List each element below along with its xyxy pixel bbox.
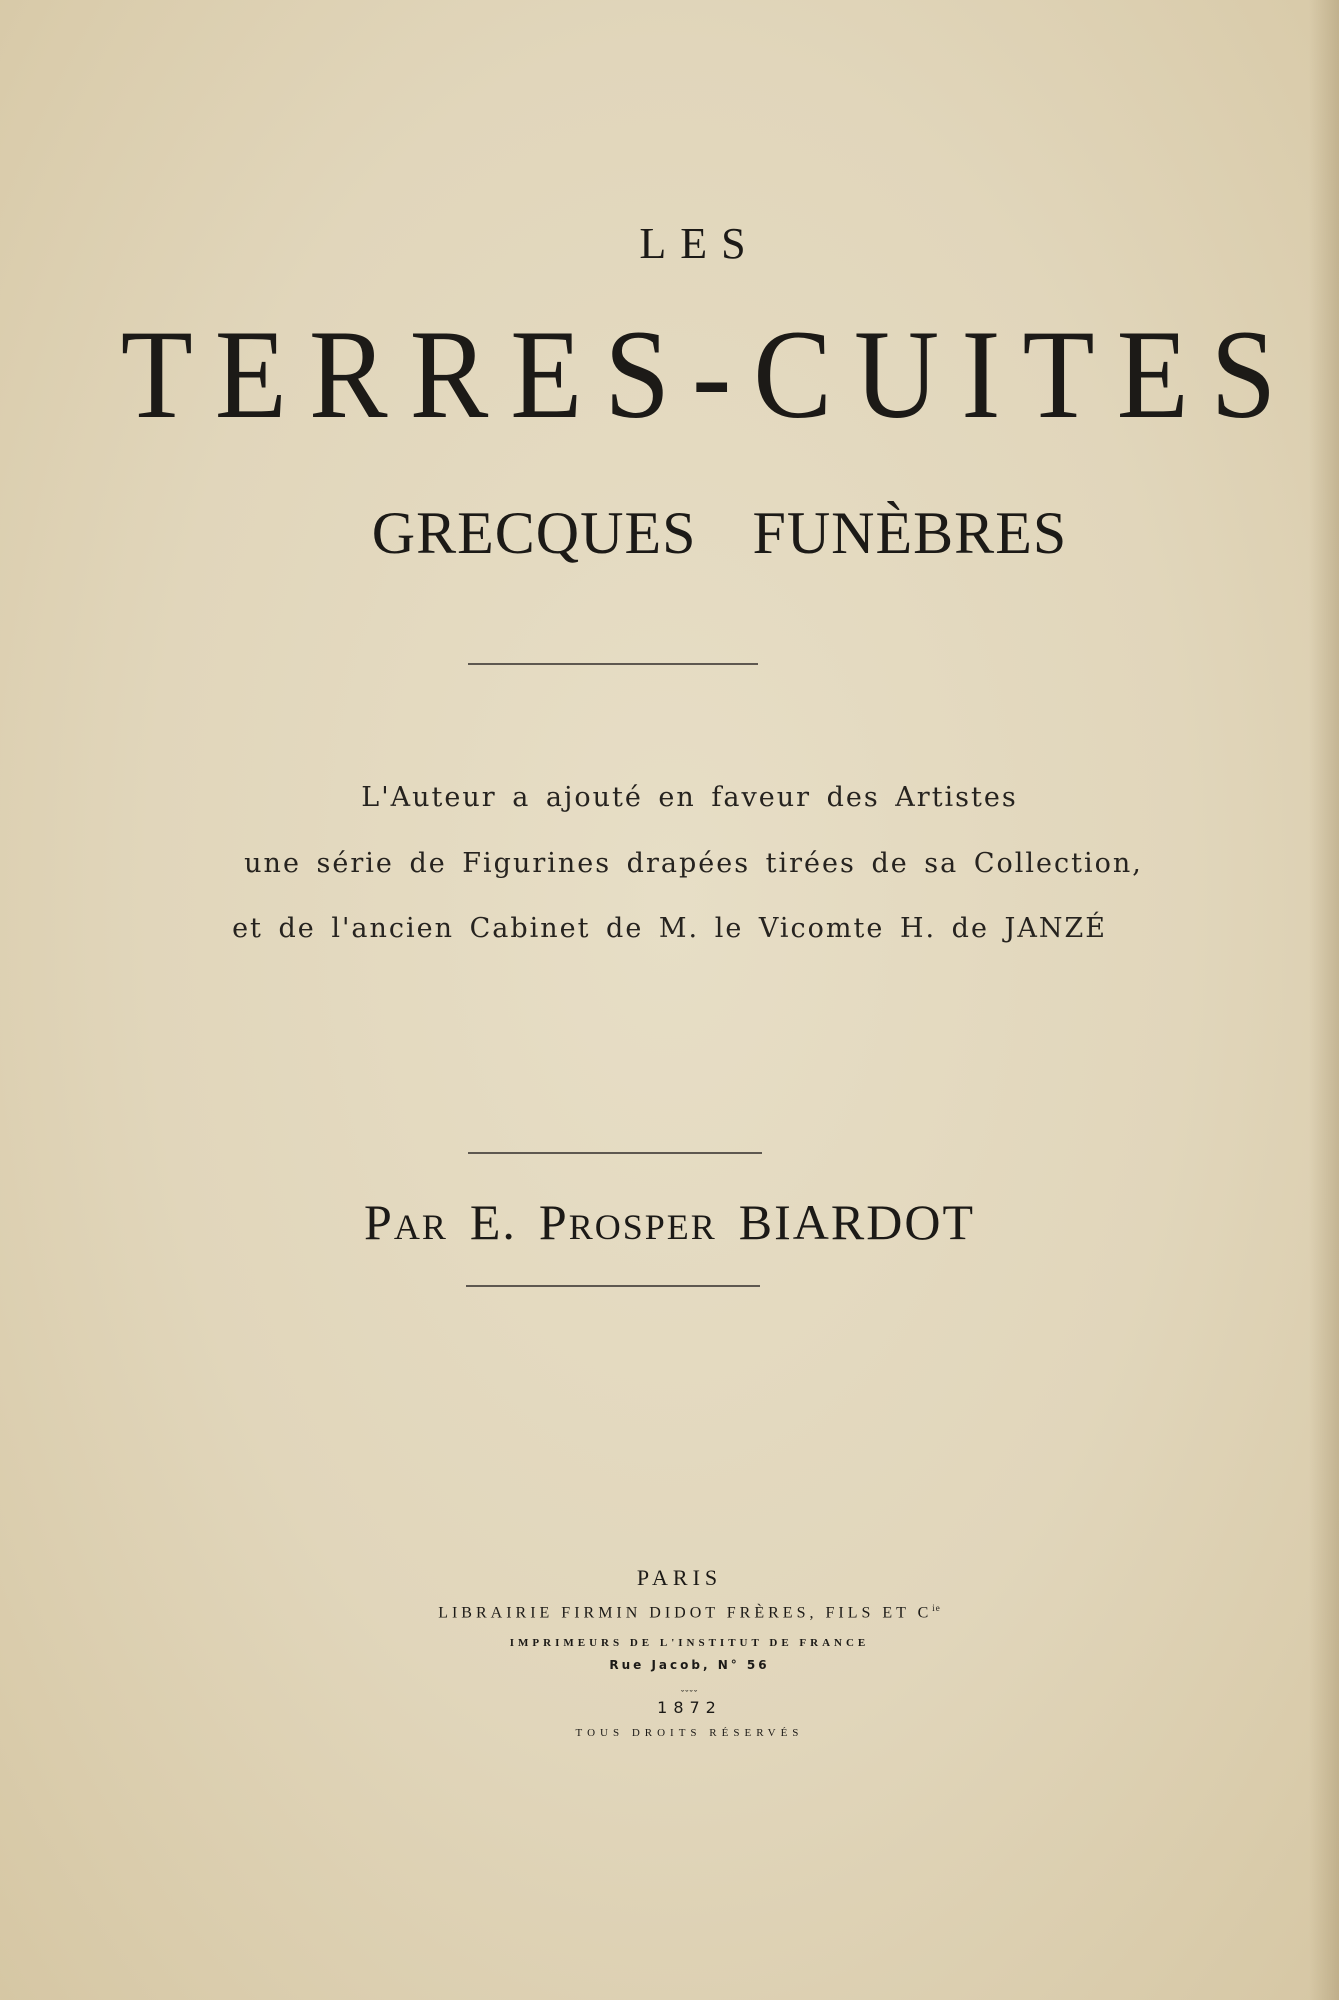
subtitle: GRECQUES FUNÈBRES (371, 500, 1068, 566)
divider-rule-2 (468, 1152, 762, 1154)
imprint-city: PARIS (636, 1565, 723, 1590)
author-par-rest: AR (393, 1207, 448, 1247)
divider-rule-1 (468, 663, 758, 665)
title-article: LES (639, 219, 760, 268)
main-title: TERRES-CUITES (120, 303, 1299, 446)
imprint-year: 1872 (657, 1698, 722, 1717)
author-initial: E. (469, 1194, 517, 1250)
description-line-3: et de l'ancien Cabinet de M. le Vicomte H. de JANZÉ (232, 913, 1107, 944)
author-first-name-rest: ROSPER (568, 1207, 717, 1247)
author-par-initial: P (364, 1194, 394, 1250)
description-line-1: L'Auteur a ajouté en faveur des Artistes (361, 782, 1018, 813)
imprint-address: Rue Jacob, N° 56 (609, 1658, 770, 1672)
imprint-printers: IMPRIMEURS DE L'INSTITUT DE FRANCE (509, 1637, 870, 1649)
imprint-rights: TOUS DROITS RÉSERVÉS (575, 1727, 804, 1739)
imprint-publisher-name: LIBRAIRIE FIRMIN DIDOT FRÈRES, FILS ET C (438, 1604, 933, 1622)
divider-rule-3 (466, 1285, 760, 1287)
ornament-icon: ˬˬˬˬ (680, 1681, 699, 1692)
author-line (0, 1192, 1339, 1257)
description-line-2: une série de Figurines drapées tirées de sa Collection, (244, 848, 1143, 879)
imprint-publisher (0, 1603, 1339, 1622)
author-surname: BIARDOT (738, 1194, 975, 1250)
author-first-name-initial: P (538, 1194, 569, 1250)
imprint-publisher-suffix: ie (932, 1603, 941, 1613)
